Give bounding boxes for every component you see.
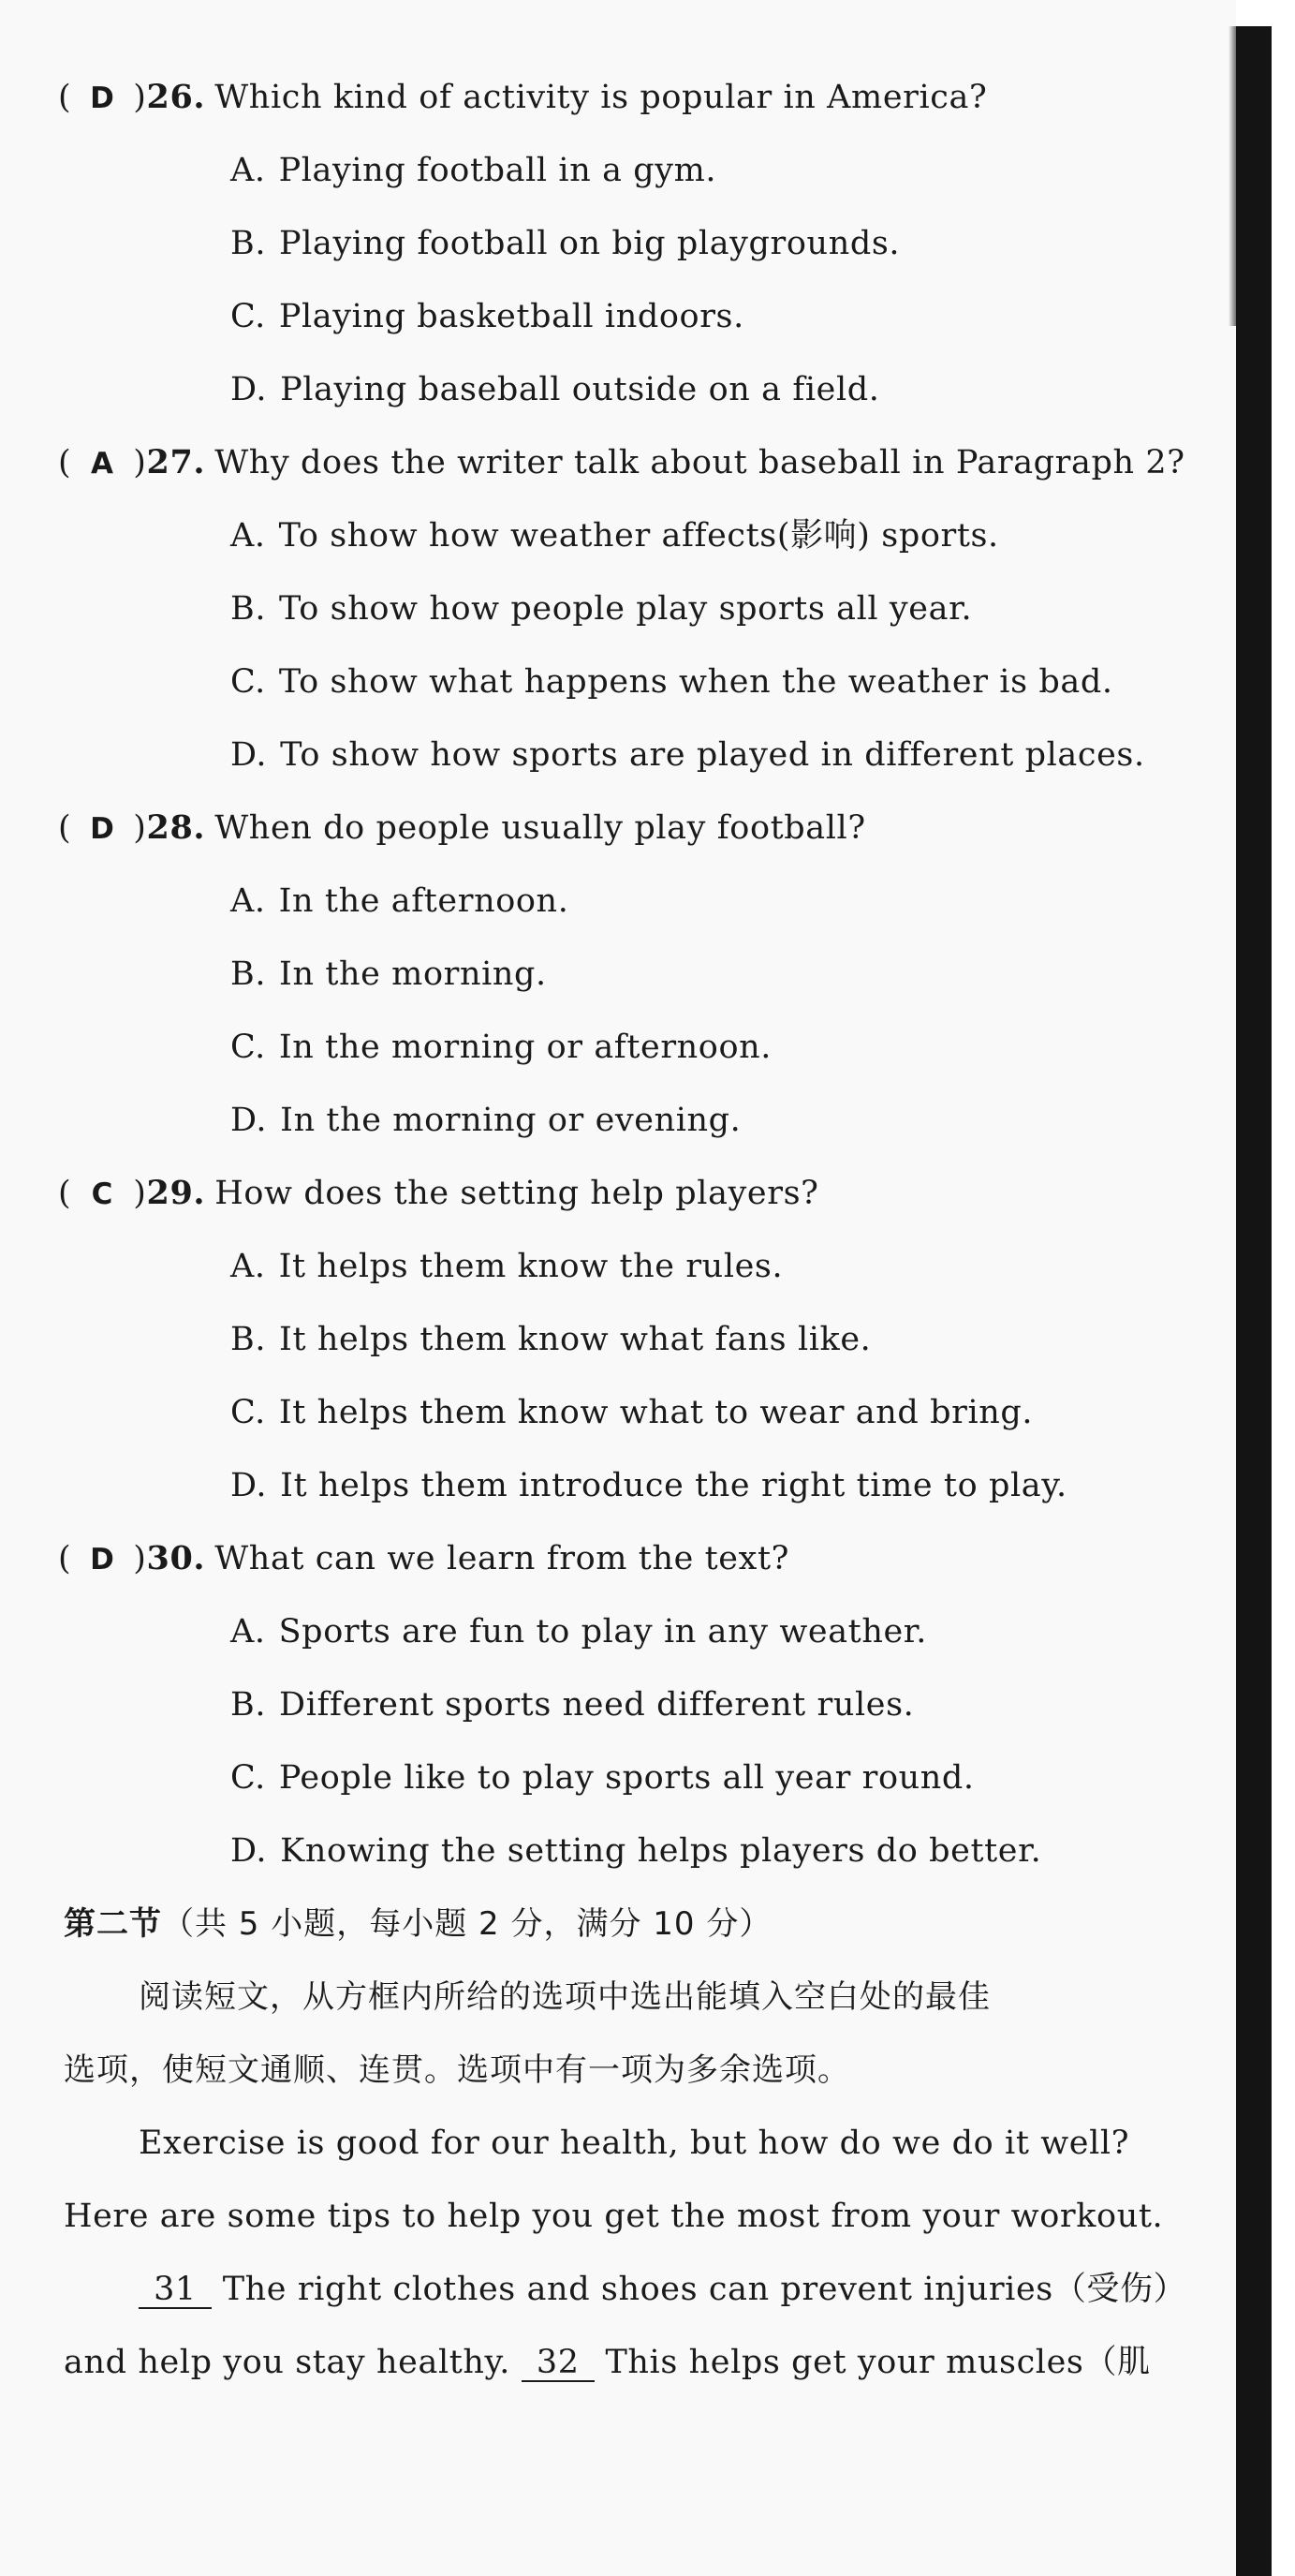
option-letter: B.: [230, 1686, 267, 1724]
option-letter: A.: [230, 517, 266, 555]
answer-bracket-open: (: [58, 444, 72, 481]
option-letter: D.: [230, 1467, 268, 1504]
option-text: Playing football in a gym.: [278, 152, 717, 189]
option-text: To show how people play sports all year.: [279, 590, 973, 628]
option-29-b: [230, 1319, 871, 1360]
question-number: 27.: [146, 443, 206, 481]
option-letter: D.: [230, 1102, 268, 1139]
scan-binding-edge: [1236, 26, 1272, 2576]
option-text: To show how sports are played in different places.: [280, 736, 1145, 774]
option-letter: B.: [230, 1321, 267, 1358]
option-29-c: [230, 1392, 1033, 1433]
option-text: Playing basketball indoors.: [278, 298, 744, 335]
question-29: [58, 1173, 819, 1215]
answer-bracket-open: (: [58, 1175, 72, 1212]
option-letter: A.: [230, 1613, 266, 1651]
option-letter: C.: [230, 1029, 266, 1066]
option-letter: D.: [230, 1832, 268, 1870]
passage-line-2: Here are some tips to help you get the most from your workout.: [64, 2198, 1164, 2235]
passage-line-1: Exercise is good for our health, but how do we do it well?: [139, 2124, 1130, 2162]
question-text: Why does the writer talk about baseball in Paragraph 2?: [214, 444, 1185, 481]
option-28-a: [230, 881, 568, 922]
option-letter: C.: [230, 1759, 266, 1797]
option-30-b: [230, 1684, 914, 1725]
option-27-a: [230, 515, 999, 556]
section-instructions-line-1: 阅读短文，从方框内所给的选项中选出能填入空白处的最佳: [139, 1978, 991, 2016]
passage-line-4: [64, 2342, 1151, 2383]
option-letter: C.: [230, 298, 266, 335]
option-text: It helps them know what fans like.: [279, 1321, 872, 1358]
answer-bracket-close: ): [133, 1540, 147, 1577]
option-text: Different sports need different rules.: [279, 1686, 915, 1724]
answer-26: D: [90, 81, 115, 115]
answer-29: C: [91, 1177, 113, 1211]
option-28-c: [230, 1027, 772, 1068]
option-text: People like to play sports all year round.: [278, 1759, 975, 1797]
question-30: [58, 1538, 789, 1580]
option-30-d: [230, 1830, 1041, 1872]
option-26-a: [230, 150, 716, 191]
passage-line-3: [139, 2269, 1186, 2310]
answer-30: D: [90, 1543, 115, 1577]
blank-32[interactable]: 32: [522, 2345, 595, 2382]
answer-bracket-open: (: [58, 79, 72, 116]
option-27-d: [230, 734, 1145, 776]
scan-margin: [1272, 0, 1295, 2576]
question-text: How does the setting help players?: [214, 1175, 819, 1212]
option-text: Playing football on big playgrounds.: [279, 225, 901, 262]
option-text: To show what happens when the weather is bad.: [278, 663, 1113, 701]
option-text: In the morning or evening.: [280, 1102, 742, 1139]
blank-31[interactable]: 31: [139, 2272, 212, 2309]
question-number: 30.: [146, 1539, 206, 1577]
option-26-b: [230, 223, 900, 264]
option-27-c: [230, 661, 1113, 703]
option-30-c: [230, 1757, 975, 1799]
section-info: （共 5 小题，每小题 2 分，满分 10 分）: [162, 1905, 773, 1943]
option-letter: B.: [230, 590, 267, 628]
question-text: When do people usually play football?: [214, 809, 866, 847]
option-28-d: [230, 1100, 741, 1141]
answer-27: A: [90, 447, 114, 481]
option-letter: C.: [230, 663, 266, 701]
question-text: Which kind of activity is popular in America?: [214, 79, 988, 116]
option-letter: C.: [230, 1394, 266, 1431]
option-letter: D.: [230, 371, 268, 408]
option-29-a: [230, 1246, 783, 1287]
answer-bracket-close: ): [133, 444, 147, 481]
option-26-c: [230, 296, 744, 337]
passage-text: The right clothes and shoes can prevent injuries（受伤）: [212, 2271, 1187, 2308]
answer-28: D: [90, 812, 115, 846]
section-instructions-line-2: 选项，使短文通顺、连贯。选项中有一项为多余选项。: [64, 2051, 850, 2089]
question-28: [58, 807, 866, 850]
option-text: To show how weather affects(影响) sports.: [278, 517, 999, 555]
option-text: It helps them know what to wear and bring.: [278, 1394, 1034, 1431]
option-27-b: [230, 588, 972, 629]
answer-bracket-close: ): [133, 809, 147, 847]
option-letter: A.: [230, 882, 266, 920]
answer-bracket-close: ): [133, 79, 147, 116]
option-letter: A.: [230, 1248, 266, 1285]
question-number: 26.: [146, 78, 206, 116]
option-text: Sports are fun to play in any weather.: [278, 1613, 928, 1651]
passage-text: and help you stay healthy.: [64, 2344, 522, 2381]
question-number: 28.: [146, 808, 206, 847]
answer-bracket-open: (: [58, 1540, 72, 1577]
option-letter: B.: [230, 225, 267, 262]
question-26: [58, 77, 987, 119]
option-26-d: [230, 369, 880, 410]
option-text: In the afternoon.: [278, 882, 569, 920]
section-title: 第二节: [64, 1905, 162, 1943]
option-30-a: [230, 1611, 927, 1652]
option-text: In the morning.: [279, 955, 547, 993]
passage-text: This helps get your muscles（肌: [594, 2344, 1151, 2381]
option-text: It helps them know the rules.: [278, 1248, 784, 1285]
option-29-d: [230, 1465, 1067, 1506]
answer-bracket-close: ): [133, 1175, 147, 1212]
answer-bracket-open: (: [58, 809, 72, 847]
option-28-b: [230, 954, 547, 995]
option-text: In the morning or afternoon.: [278, 1029, 773, 1066]
question-text: What can we learn from the text?: [214, 1540, 789, 1577]
option-letter: A.: [230, 152, 266, 189]
section-header: [64, 1903, 772, 1945]
option-letter: B.: [230, 955, 267, 993]
option-text: It helps them introduce the right time to play.: [280, 1467, 1067, 1504]
option-letter: D.: [230, 736, 268, 774]
option-text: Playing baseball outside on a field.: [280, 371, 880, 408]
question-number: 29.: [146, 1174, 206, 1212]
option-text: Knowing the setting helps players do better.: [280, 1832, 1042, 1870]
question-27: [58, 442, 1185, 484]
